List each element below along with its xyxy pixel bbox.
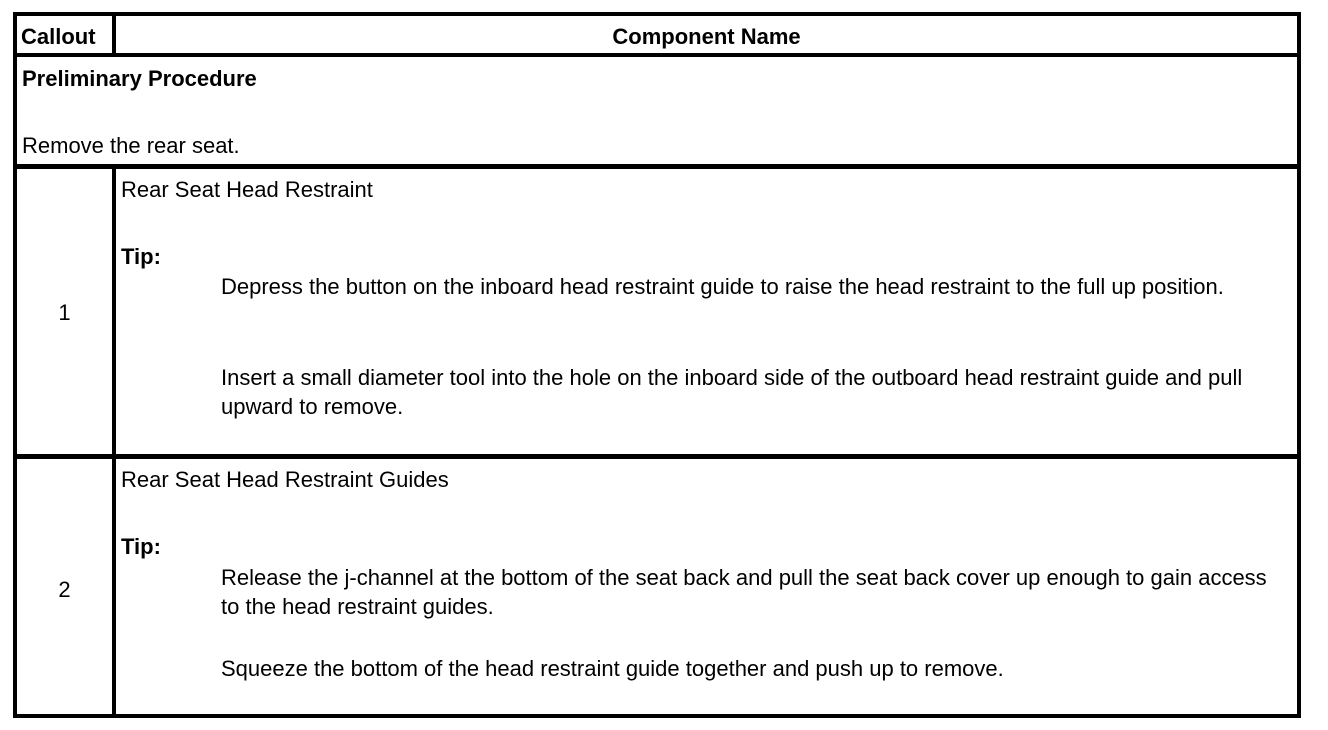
- tip-paragraph: Depress the button on the inboard head restraint guide to raise the head restraint to the full up position.: [221, 274, 1224, 299]
- tip-label: Tip:: [121, 534, 161, 559]
- tip-paragraph: Release the j-channel at the bottom of the seat back and pull the seat back cover up enough to gain access to the head restraint guides.: [221, 565, 1267, 619]
- header-callout-label: Callout: [21, 24, 96, 49]
- table-row: [17, 169, 1297, 459]
- header-component-cell: [116, 16, 1297, 53]
- component-cell: [116, 459, 1297, 718]
- header-callout-cell: [17, 16, 116, 53]
- callout-cell: [17, 169, 116, 454]
- tip-label: Tip:: [121, 244, 161, 269]
- table-row: [17, 459, 1297, 718]
- component-name: Rear Seat Head Restraint: [121, 177, 373, 202]
- component-name: Rear Seat Head Restraint Guides: [121, 467, 449, 492]
- component-cell: [116, 169, 1297, 454]
- procedure-table: [13, 12, 1301, 718]
- preliminary-procedure-title: Preliminary Procedure: [22, 66, 257, 91]
- callout-cell: [17, 459, 116, 718]
- table-header-row: [17, 16, 1297, 57]
- header-component-label: Component Name: [612, 24, 801, 49]
- tip-paragraph: Squeeze the bottom of the head restraint guide together and push up to remove.: [221, 656, 1004, 681]
- callout-number: 2: [58, 577, 71, 602]
- preliminary-procedure-row: [17, 57, 1297, 169]
- preliminary-procedure-text: Remove the rear seat.: [22, 133, 240, 158]
- callout-number: 1: [58, 300, 71, 325]
- tip-paragraph: Insert a small diameter tool into the hole on the inboard side of the outboard head restraint guide and pull upward to remove.: [221, 365, 1243, 419]
